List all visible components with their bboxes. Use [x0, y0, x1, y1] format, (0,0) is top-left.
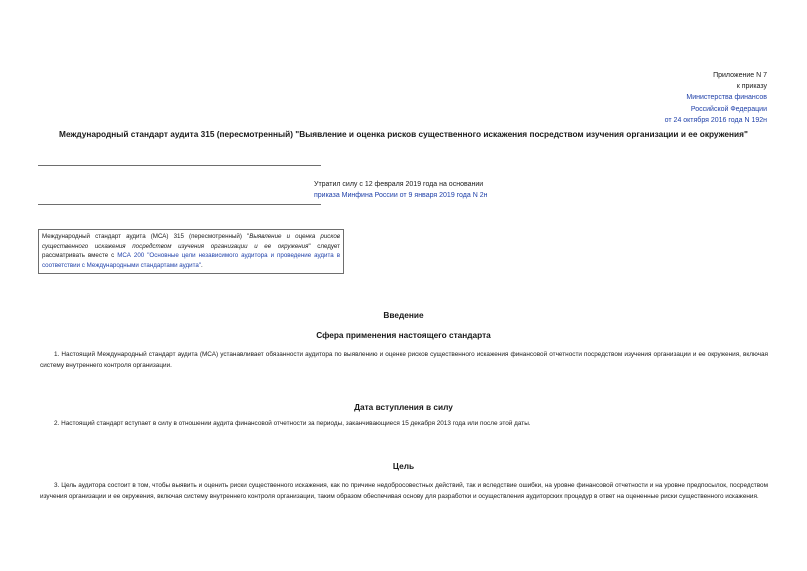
annex-order-date-link[interactable]: от 24 октября 2016 года N 192н	[664, 116, 767, 124]
repeal-status	[314, 179, 487, 201]
note-text-1: Международный стандарт аудита (МСА) 315 (пересмотренный) "	[42, 233, 250, 240]
heading-objective: Цель	[392, 461, 415, 471]
repeal-order-link[interactable]: приказа Минфина России от 9 января 2019 года N 2н	[314, 192, 488, 199]
note-text-2: " следует рассматривать вместе с	[42, 242, 340, 260]
divider-top	[38, 165, 321, 166]
annex-block	[665, 70, 767, 126]
annex-to-order: к приказу	[736, 83, 767, 91]
annex-federation-link[interactable]: Российской Федерации	[690, 105, 767, 113]
note-text-3: .	[201, 261, 203, 269]
paragraph-2: 2. Настоящий стандарт вступает в силу в отношении аудита финансовой отчетности за периоды, заканчивающиеся 15 декабря 2013 года или после этой даты.	[54, 420, 531, 427]
annex-number: Приложение N 7	[713, 72, 767, 79]
note-isa200-link[interactable]: МСА 200 "Основные цели независимого аудитора и проведение аудита в соответствии с Международными стандартами аудита"	[42, 252, 340, 269]
annex-ministry-link[interactable]: Министерства финансов	[686, 94, 767, 102]
divider-bottom	[38, 204, 321, 205]
editorial-note	[38, 229, 344, 274]
paragraph-3: 3. Цель аудитора состоит в том, чтобы выявить и оценить риски существенного искажения, как по причине недобросовестных действий, так и вследствие ошибки, на уровне финансовой отчетности и на уровне предпосылок, посредством изучения организации и ее окружения, включая систему внутреннего контроля организации, таким образом обеспечивая основу для разработки и осуществления аудиторских процедур в ответ на оцененные риски существенного искажения.	[40, 482, 768, 500]
repeal-text: Утратил силу с 12 февраля 2019 года на основании	[314, 181, 484, 188]
heading-introduction: Введение	[383, 310, 424, 320]
note-standard-name: Выявление и оценка рисков существенного искажения посредством изучения организации и ее окружения	[42, 233, 340, 250]
heading-scope: Сфера применения настоящего стандарта	[316, 330, 491, 340]
paragraph-1: 1. Настоящий Международный стандарт аудита (МСА) устанавливает обязанности аудитора по выявлению и оценке рисков существенного искажения финансовой отчетности посредством изучения организации и ее окружения, включая систему внутреннего контроля организации.	[40, 351, 768, 369]
heading-effective-date: Дата вступления в силу	[354, 402, 453, 412]
document-title: Международный стандарт аудита 315 (пересмотренный) "Выявление и оценка рисков существенного искажения посредством изучения организации и ее окружения"	[59, 129, 748, 139]
